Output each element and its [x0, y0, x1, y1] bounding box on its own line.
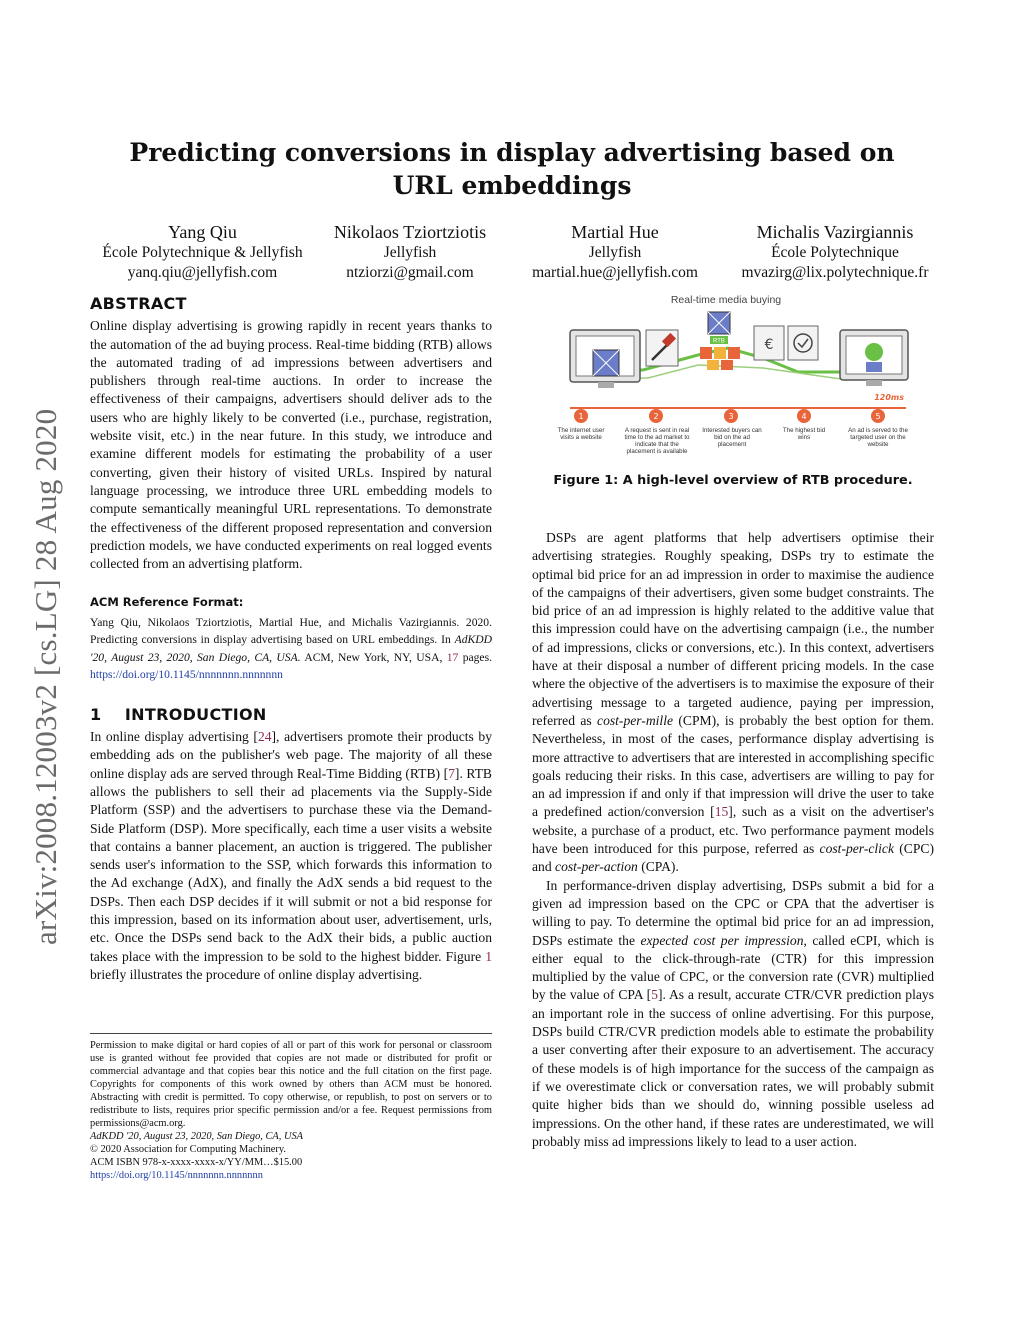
rtb-figure	[548, 290, 920, 470]
author-affiliation: Jellyfish	[383, 244, 437, 261]
author-affiliation: École Polytechnique	[771, 244, 899, 261]
svg-text:2: 2	[653, 412, 659, 421]
auction-icon	[646, 330, 678, 366]
footnote-doi-link[interactable]: https://doi.org/10.1145/nnnnnnn.nnnnnnn	[90, 1170, 263, 1181]
author-name: Nikolaos Tziortziotis	[333, 222, 487, 242]
author-name: Yang Qiu	[168, 222, 237, 242]
author-affiliation: École Polytechnique & Jellyfish	[102, 244, 303, 261]
step-1-desc: The internet user visits a website	[557, 427, 605, 441]
latency-label: 120ms	[874, 393, 904, 402]
svg-text:RTB: RTB	[713, 338, 725, 345]
step-5-desc: An ad is served to the targeted user on the website	[848, 427, 908, 448]
abstract-text: Online display advertising is growing rapidly in recent years thanks to the automation of the ad buying process. Real-time bidding (RTB) allows the automated trading of ad impressions between advertisers and publishers through real-time auctions. In order to increase the effectiveness of their campaigns, advertisers should deliver ads to the users who are highly likely to be converted (i.e., purchase, registration, website visit, etc.) in the near future. In this study, we introduce and examine different models for estimating the probability of a user converting, given their history of visited URLs. Inspired by natural language processing, we introduce three URL embedding models to compute semantically meaningful URL representations. To demonstrate the effectiveness of the different proposed representation and conversion prediction models, we have conducted experiments on real logged events collected from an advertising platform.	[90, 318, 492, 572]
left-column	[90, 295, 492, 984]
citation-link[interactable]: 24	[257, 729, 272, 745]
author-email: mvazirg@lix.polytechnique.fr	[741, 264, 929, 281]
figure-header: Real-time media buying	[670, 294, 782, 306]
svg-text:1: 1	[578, 412, 584, 421]
intro-heading: 1 INTRODUCTION	[90, 704, 267, 724]
step-4-desc: The highest bid wins	[782, 427, 826, 441]
step-3-desc: Interested buyers can bid on the ad placement	[702, 427, 762, 448]
arxiv-stamp	[22, 345, 72, 945]
pages-link[interactable]: 17	[446, 650, 459, 664]
author-block	[715, 221, 955, 283]
author-block	[515, 221, 715, 283]
doi-link[interactable]: https://doi.org/10.1145/nnnnnnn.nnnnnnn	[90, 668, 283, 682]
author-name: Martial Hue	[571, 222, 659, 242]
citation-link[interactable]: 7	[448, 765, 455, 781]
step-1	[574, 409, 588, 423]
arxiv-id: arXiv:2008.12003v2 [cs.LG] 28 Aug 2020	[28, 408, 63, 945]
step-3	[724, 409, 738, 423]
step-4	[797, 409, 811, 423]
author-name: Michalis Vazirgiannis	[756, 222, 914, 242]
figure-caption: Figure 1: A high-level overview of RTB procedure.	[553, 473, 913, 488]
author-email: yanq.qiu@jellyfish.com	[127, 264, 278, 281]
dsp-paragraph: DSPs are agent platforms that help advertisers optimise their advertising strategies. Roughly speaking, DSPs try to estimate the optimal bid price for an ad impression in order to maximise the audience of the campaigns of their advertisers, given some budget constraints. The bid price of an ad impression is highly related to the additive value that this impression could have on the advertising campaign (i.e., the number of ad impressions, clicks or conversions, etc.). In this context, advertisers have at their disposal a number of different pricing models. In the case where the objective of the advertisers is to maximise the exposure of their advertising message to a targeted audience, paying per impression, referred as cost-per-mille (CPM), is probably the best option for them. Nevertheless, in most of the cases, performance display advertising is more attractive to advertisers that are interested in accomplishing specific goals reducing their risks. In this case, advertisers are willing to pay for an ad impression if and only if that impression will drive the user to take a predefined action/conversion [15], such as a visit on the advertiser's website, a purchase of a product, etc. Two performance payment models have been introduced for this purpose, referred as cost-per-click (CPC) and cost-per-action (CPA).	[532, 530, 934, 875]
svg-text:4: 4	[801, 412, 807, 421]
ad-served-monitor	[840, 330, 908, 386]
author-block	[75, 221, 330, 283]
citation-link[interactable]: 5	[651, 987, 658, 1003]
acm-ref-heading: ACM Reference Format:	[90, 595, 244, 610]
abstract-heading: ABSTRACT	[90, 294, 187, 313]
citation-link[interactable]: 15	[714, 804, 729, 820]
paper-title: Predicting conversions in display advertising based on URL embeddings	[129, 138, 895, 200]
performance-paragraph: In performance-driven display advertising, DSPs submit a bid for a given ad impression based on the CPC or CPA that the advertiser is willing to pay. To determine the optimal bid price for an ad impression, DSPs estimate the expected cost per impression, called eCPI, which is either equal to the click-through-rate (CTR) for this impression multiplied by the value of CPC, or the conversion rate (CVR) multiplied by the value of CPA [5]. As a result, accurate CTR/CVR prediction plays an important role in the success of online advertising. For this purpose, DSPs build CTR/CVR prediction models able to estimate the probability a user converting after their exposure to an advertisement. The accuracy of these models is of high importance for the success of the campaign as if we overestimate click or conversation rates, we will probably submit quite higher bids than we should do, winning possible useless ad impressions. On the other hand, if these rates are underestimated, we will probably miss ad impressions likely to lead to a user action.	[532, 877, 934, 1149]
permission-notice: Permission to make digital or hard copies of all or part of this work for personal or classroom use is granted without fee provided that copies are not made or distributed for profit or commercial advantage and that copies bear this notice and the full citation on the first page. Copyrights for components of this work owned by others than ACM must be honored. Abstracting with credit is permitted. To copy otherwise, or republish, to post on servers or to redistribute to lists, requires prior specific permission and/or a fee. Request permissions from permissions@acm.org.	[90, 1040, 492, 1129]
footnote-isbn: ACM ISBN 978-x-xxxx-xxxx-x/YY/MM…$15.00	[90, 1157, 303, 1168]
author-affiliation: Jellyfish	[588, 244, 642, 261]
acm-reference: Yang Qiu, Nikolaos Tziortziotis, Martial Hue, and Michalis Vazirgiannis. 2020. Predicting conversions in display advertising based on URL embeddings. In AdKDD '20, August 23, 2020, San Diego, CA, USA. ACM, New York, NY, USA, 17 pages. https://doi.org/10.1145/nnnnnnn.nnnnnnn	[90, 615, 492, 682]
footnote-copyright: © 2020 Association for Computing Machinery.	[90, 1144, 286, 1155]
footnote-venue: AdKDD '20, August 23, 2020, San Diego, CA, USA	[90, 1131, 304, 1142]
intro-paragraph: In online display advertising [24], advertisers promote their products by embedding ads on the publisher's web page. The majority of all these online display ads are served through Real-Time Bidding (RTB) [7]. RTB allows the publishers to sell their ad placements via the Supply-Side Platform (SSP) and the advertisers to purchase these via the Demand-Side Platform (DSP). More specifically, each time a user visits a website that contains a banner placement, an auction is triggered. The publisher sends user's information to the SSP, which forwards this information to the Ad exchange (AdX), and finally the AdX sends a bid request to the DSPs. Then each DSP decides if it will submit or not a bid response for this impression, based on its information about user, advertisement, urls, etc. Once the DSPs send back to the AdX their bids, a public auction takes place with the impression to be sold to the highest bidder. Figure 1 briefly illustrates the procedure of online display advertising.	[90, 729, 493, 982]
svg-text:5: 5	[875, 412, 881, 421]
right-column	[532, 529, 934, 1151]
svg-text:€: €	[764, 337, 774, 353]
step-2	[649, 409, 663, 423]
ad-exchange-icon	[700, 312, 740, 370]
user-monitor	[570, 330, 640, 388]
step-5	[871, 409, 885, 423]
step-2-desc: A request is sent in real time to the ad market to indicate that the placement is available	[624, 427, 690, 455]
author-email: ntziorzi@gmail.com	[346, 264, 474, 281]
figure-link[interactable]: 1	[485, 948, 492, 964]
author-email: martial.hue@jellyfish.com	[532, 264, 698, 281]
bidder-tiles	[754, 326, 818, 360]
author-block	[305, 221, 515, 283]
svg-text:3: 3	[728, 412, 734, 421]
footnote	[90, 1033, 492, 1182]
